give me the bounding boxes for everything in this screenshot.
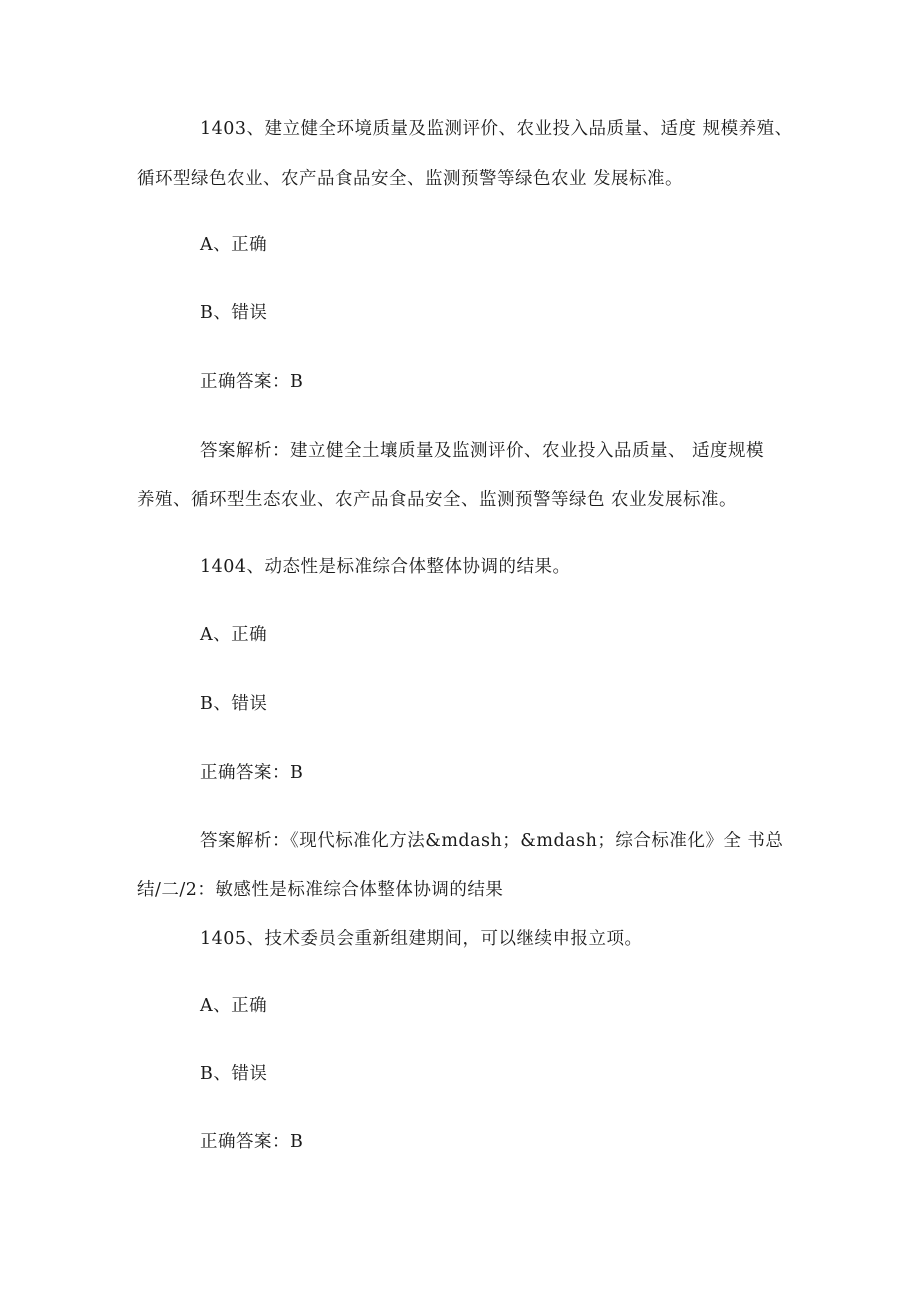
question-1404-explanation-line-1: 答案解析：《现代标准化方法&mdash；&mdash；综合标准化》全 书总 <box>200 831 784 851</box>
question-1403-stem-line-2: 循环型绿色农业、农产品食品安全、监测预警等绿色农业 发展标准。 <box>137 169 684 189</box>
question-1404-explanation-line-2: 结/二/2：敏感性是标准综合体整体协调的结果 <box>137 880 504 900</box>
question-1405-stem-line-1: 1405、技术委员会重新组建期间，可以继续申报立项。 <box>200 929 643 949</box>
question-1404-option-b: B、错误 <box>200 694 268 714</box>
question-1405-option-a: A、正确 <box>200 996 268 1016</box>
question-1403-explanation-line-1: 答案解析：建立健全土壤质量及监测评价、农业投入品质量、 适度规模 <box>200 441 765 461</box>
question-1403-explanation-line-2: 养殖、循环型生态农业、农产品食品安全、监测预警等绿色 农业发展标准。 <box>137 490 738 510</box>
question-1404-stem-line-1: 1404、动态性是标准综合体整体协调的结果。 <box>200 557 571 577</box>
question-1404-answer: 正确答案：B <box>200 763 304 783</box>
question-1405-answer: 正确答案：B <box>200 1132 304 1152</box>
question-1403-option-b: B、错误 <box>200 303 268 323</box>
question-1403-stem-line-1: 1403、建立健全环境质量及监测评价、农业投入品质量、适度 规模养殖、 <box>200 119 793 139</box>
question-1403-answer: 正确答案：B <box>200 372 304 392</box>
question-1405-option-b: B、错误 <box>200 1064 268 1084</box>
question-1404-option-a: A、正确 <box>200 625 268 645</box>
question-1403-option-a: A、正确 <box>200 235 268 255</box>
